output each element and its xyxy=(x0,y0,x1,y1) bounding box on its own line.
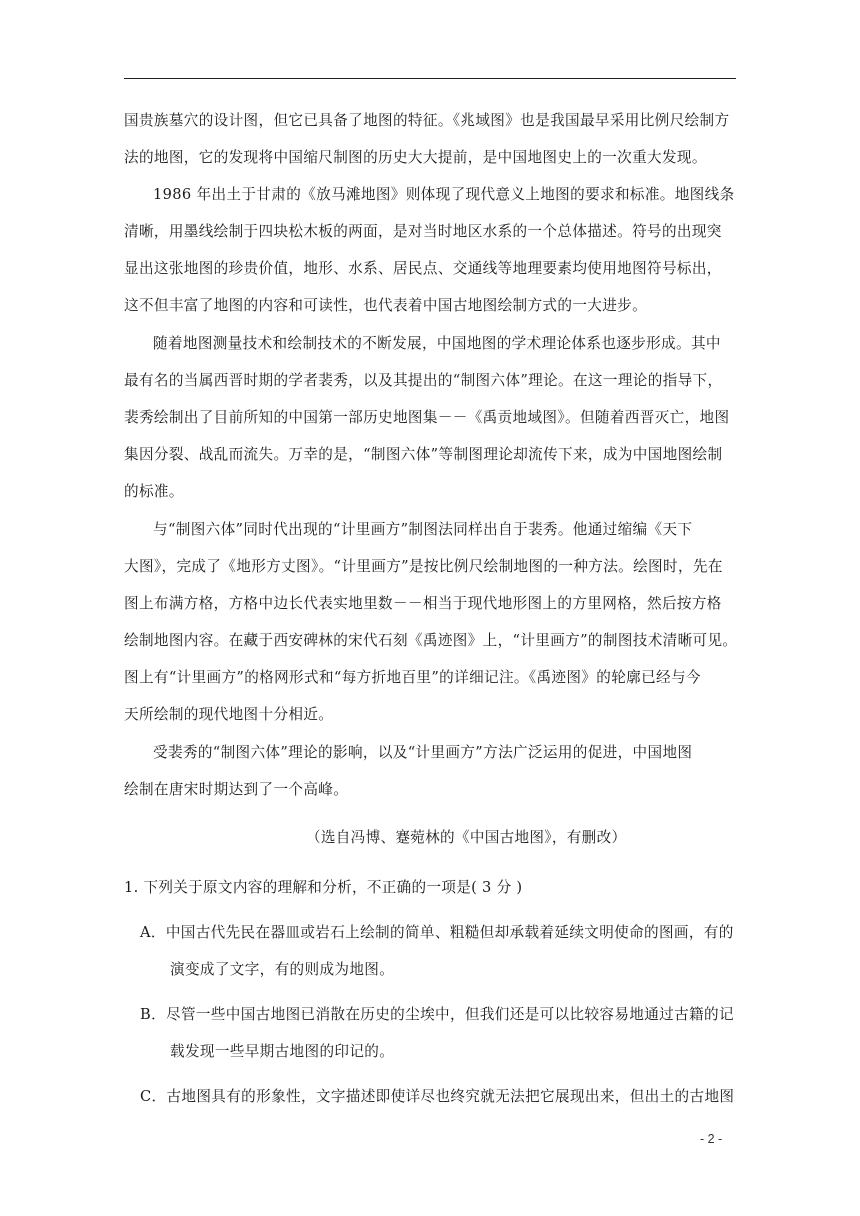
text-line: 清晰，用墨线绘制于四块松木板的两面，是对当时地区水系的一个总体描述。符号的出现突 xyxy=(124,223,722,240)
option-line: C．古地图具有的形象性，文字描述即使详尽也终究就无法把它展现出来，但出土的古地图 xyxy=(140,1088,735,1105)
paragraph-4 xyxy=(124,511,738,733)
paragraph-2 xyxy=(124,176,738,324)
header-rule xyxy=(124,78,736,79)
text-line: 显出这张地图的珍贵价值，地形、水系、居民点、交通线等地理要素均使用地图符号标出， xyxy=(124,260,722,277)
option-line: 演变成了文字，有的则成为地图。 xyxy=(170,961,395,978)
text-line: 1986 年出土于甘肃的《放马滩地图》则体现了现代意义上地图的要求和标准。地图线条 xyxy=(153,186,735,203)
text-line: 随着地图测量技术和绘制技术的不断发展，中国地图的学术理论体系也逐步形成。其中 xyxy=(153,335,721,352)
text-line: 这不但丰富了地图的内容和可读性，也代表着中国古地图绘制方式的一大进步。 xyxy=(124,297,648,314)
paragraph-3 xyxy=(124,325,738,510)
text-line: 图上有“计里画方”的格网形式和“每方折地百里”的详细记注。《禹迹图》的轮廓已经与今 xyxy=(124,669,701,686)
text-line: 裴秀绘制出了目前所知的中国第一部历史地图集－－《禹贡地域图》。但随着西晋灭亡，地图 xyxy=(124,409,730,426)
text-line: 天所绘制的现代地图十分相近。 xyxy=(124,706,334,723)
paragraph-1 xyxy=(124,102,738,176)
text-line: 的标准。 xyxy=(124,483,184,500)
option-b xyxy=(140,996,740,1070)
text-line: 绘制在唐宋时期达到了一个高峰。 xyxy=(124,781,349,798)
text-line: 法的地图，它的发现将中国缩尺制图的历史大大提前，是中国地图史上的一次重大发现。 xyxy=(124,149,707,166)
option-a xyxy=(140,914,740,988)
source-citation: （选自冯博、蹇菀林的《中国古地图》，有删改） xyxy=(306,829,627,846)
text-line: 与“制图六体”同时代出现的“计里画方”制图法同样出自于裴秀。他通过缩编《天下 xyxy=(153,521,693,538)
question-stem: 1. 下列关于原文内容的理解和分析，不正确的一项是( 3 分 ) xyxy=(124,879,523,896)
option-line: B．尽管一些中国古地图已消散在历史的尘埃中，但我们还是可以比较容易地通过古籍的记 xyxy=(140,1006,734,1023)
text-line: 受裴秀的“制图六体”理论的影响，以及“计里画方”方法广泛运用的促进，中国地图 xyxy=(153,744,693,761)
text-line: 大图》，完成了《地形方丈图》。“计里画方”是按比例尺绘制地图的一种方法。绘图时，先在 xyxy=(124,558,723,575)
text-line: 图上布满方格，方格中边长代表实地里数－－相当于现代地形图上的方里网格，然后按方格 xyxy=(124,595,722,612)
page-number: - 2 - xyxy=(700,1132,723,1146)
option-line: 载发现一些早期古地图的印记的。 xyxy=(170,1043,395,1060)
text-line: 国贵族墓穴的设计图，但它已具备了地图的特征。《兆域图》也是我国最早采用比例尺绘制方 xyxy=(124,112,730,129)
text-line: 集因分裂、战乱而流失。万幸的是，“制图六体”等制图理论却流传下来，成为中国地图绘制 xyxy=(124,446,723,463)
text-line: 绘制地图内容。在藏于西安碑林的宋代石刻《禹迹图》上，“计里画方”的制图技术清晰可见。 xyxy=(124,632,738,649)
text-line: 最有名的当属西晋时期的学者裴秀，以及其提出的“制图六体”理论。在这一理论的指导下， xyxy=(124,372,723,389)
paragraph-5 xyxy=(124,734,738,808)
option-line: A．中国古代先民在器皿或岩石上绘制的简单、粗糙但却承载着延续文明使命的图画，有的 xyxy=(140,924,734,941)
option-c xyxy=(140,1078,740,1115)
